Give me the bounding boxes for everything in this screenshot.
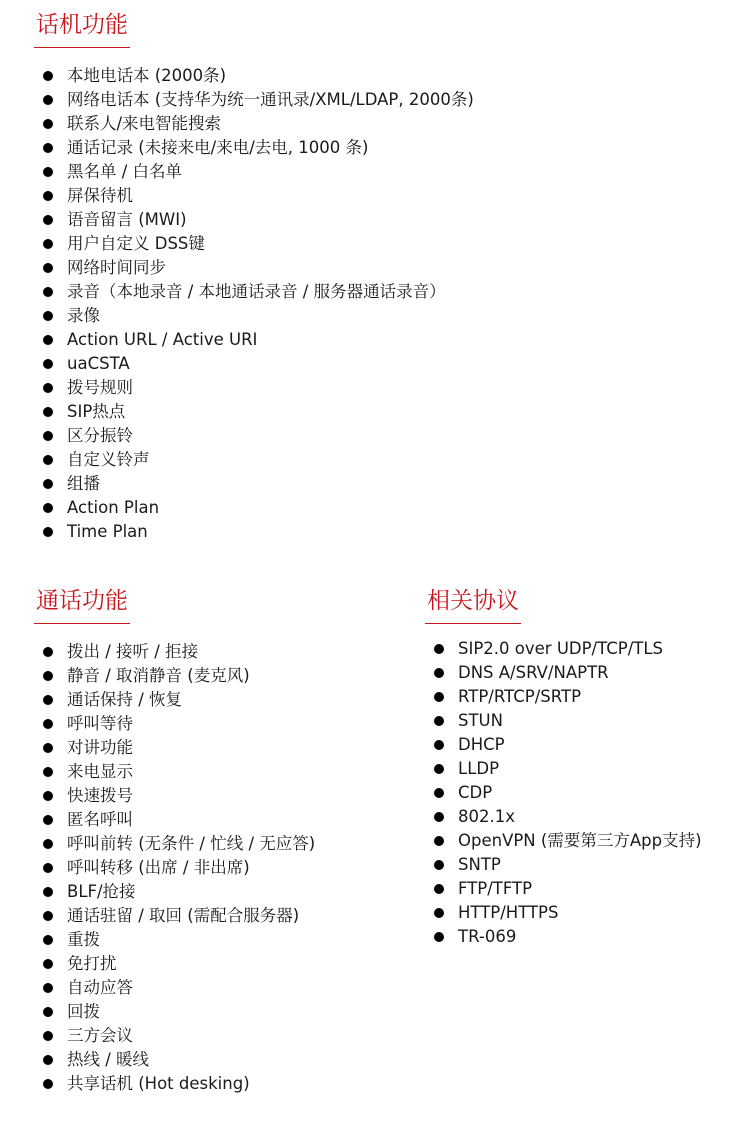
phone-features-section xyxy=(34,8,734,544)
list-item-label: 来电显示 xyxy=(67,762,133,781)
bullet-icon xyxy=(43,383,53,393)
bullet-icon xyxy=(43,647,53,657)
list-item-label: 联系人/来电智能搜索 xyxy=(67,114,222,133)
list-item xyxy=(34,760,414,784)
list-item-label: 黑名单 / 白名单 xyxy=(67,162,183,181)
bullet-icon xyxy=(43,311,53,321)
bullet-icon xyxy=(43,167,53,177)
list-item-label: 拨号规则 xyxy=(67,378,133,397)
list-item-label: 用户自定义 DSS键 xyxy=(67,234,205,253)
list-item-label: CDP xyxy=(458,783,493,802)
list-item-label: 重拨 xyxy=(67,930,100,949)
list-item-label: STUN xyxy=(458,711,503,730)
call-features-title: 通话功能 xyxy=(36,588,128,614)
bullet-icon xyxy=(434,884,444,894)
bullet-icon xyxy=(43,119,53,129)
list-item xyxy=(34,712,414,736)
list-item-label: 本地电话本 (2000条) xyxy=(67,66,227,85)
list-item xyxy=(34,184,734,208)
bullet-icon xyxy=(43,263,53,273)
list-item-label: 语音留言 (MWI) xyxy=(67,210,187,229)
list-item xyxy=(34,496,734,520)
list-item-label: 通话驻留 / 取回 (需配合服务器) xyxy=(67,906,300,925)
list-item-label: 网络电话本 (支持华为统一通讯录/XML/LDAP, 2000条) xyxy=(67,90,474,109)
bullet-icon xyxy=(43,1055,53,1065)
list-item-label: 区分振铃 xyxy=(67,426,133,445)
bullet-icon xyxy=(434,908,444,918)
bullet-icon xyxy=(43,1007,53,1017)
list-item xyxy=(34,424,734,448)
bullet-icon xyxy=(43,407,53,417)
list-item-label: SIP热点 xyxy=(67,402,126,421)
bullet-icon xyxy=(434,644,444,654)
bullet-icon xyxy=(43,1079,53,1089)
bullet-icon xyxy=(43,767,53,777)
bullet-icon xyxy=(43,911,53,921)
list-item-label: TR-069 xyxy=(458,927,517,946)
list-item-label: SIP2.0 over UDP/TCP/TLS xyxy=(458,639,663,658)
list-item-label: OpenVPN (需要第三方App支持) xyxy=(458,831,702,850)
bullet-icon xyxy=(43,1031,53,1041)
protocols-list xyxy=(425,637,745,949)
list-item xyxy=(34,928,414,952)
list-item xyxy=(34,976,414,1000)
list-item-label: Action Plan xyxy=(67,498,160,517)
list-item xyxy=(425,901,745,925)
bullet-icon xyxy=(434,740,444,750)
call-features-title-underline xyxy=(34,623,130,624)
list-item xyxy=(34,904,414,928)
list-item xyxy=(425,685,745,709)
list-item xyxy=(34,256,734,280)
list-item xyxy=(34,664,414,688)
list-item xyxy=(34,880,414,904)
list-item xyxy=(34,472,734,496)
list-item xyxy=(34,376,734,400)
bullet-icon xyxy=(43,671,53,681)
list-item-label: 802.1x xyxy=(458,807,516,826)
list-item-label: 回拨 xyxy=(67,1002,100,1021)
list-item xyxy=(34,232,734,256)
list-item xyxy=(425,733,745,757)
list-item xyxy=(425,829,745,853)
bullet-icon xyxy=(434,836,444,846)
phone-features-list xyxy=(34,64,734,544)
bullet-icon xyxy=(43,287,53,297)
protocols-title-underline xyxy=(425,623,521,624)
list-item xyxy=(425,781,745,805)
call-features-section xyxy=(34,584,414,1096)
list-item-label: 共享话机 (Hot desking) xyxy=(67,1074,250,1093)
list-item xyxy=(34,808,414,832)
bullet-icon xyxy=(434,764,444,774)
list-item xyxy=(34,832,414,856)
list-item xyxy=(34,952,414,976)
bullet-icon xyxy=(434,932,444,942)
list-item xyxy=(34,1024,414,1048)
list-item xyxy=(425,805,745,829)
bullet-icon xyxy=(43,719,53,729)
list-item xyxy=(34,64,734,88)
list-item xyxy=(34,160,734,184)
bullet-icon xyxy=(43,455,53,465)
list-item-label: LLDP xyxy=(458,759,500,778)
list-item xyxy=(34,640,414,664)
list-item xyxy=(425,637,745,661)
bullet-icon xyxy=(434,860,444,870)
bullet-icon xyxy=(43,839,53,849)
bullet-icon xyxy=(43,359,53,369)
bullet-icon xyxy=(43,503,53,513)
list-item-label: 拨出 / 接听 / 拒接 xyxy=(67,642,199,661)
bullet-icon xyxy=(43,863,53,873)
list-item-label: 静音 / 取消静音 (麦克风) xyxy=(67,666,250,685)
list-item-label: 组播 xyxy=(67,474,100,493)
list-item-label: 通话保持 / 恢复 xyxy=(67,690,183,709)
list-item xyxy=(34,688,414,712)
list-item xyxy=(34,304,734,328)
bullet-icon xyxy=(43,695,53,705)
phone-features-title-underline xyxy=(34,47,130,48)
list-item xyxy=(34,400,734,424)
bullet-icon xyxy=(43,887,53,897)
list-item-label: 呼叫前转 (无条件 / 忙线 / 无应答) xyxy=(67,834,316,853)
bullet-icon xyxy=(43,479,53,489)
bullet-icon xyxy=(43,743,53,753)
list-item xyxy=(34,328,734,352)
list-item-label: 呼叫等待 xyxy=(67,714,133,733)
bullet-icon xyxy=(43,71,53,81)
call-features-list xyxy=(34,640,414,1096)
list-item-label: HTTP/HTTPS xyxy=(458,903,559,922)
list-item xyxy=(425,853,745,877)
list-item-label: 快速拨号 xyxy=(67,786,133,805)
protocols-title: 相关协议 xyxy=(427,588,519,614)
list-item-label: Time Plan xyxy=(67,522,148,541)
list-item xyxy=(34,352,734,376)
bullet-icon xyxy=(43,935,53,945)
list-item xyxy=(34,520,734,544)
bullet-icon xyxy=(43,335,53,345)
bullet-icon xyxy=(43,95,53,105)
list-item-label: FTP/TFTP xyxy=(458,879,533,898)
list-item xyxy=(34,1000,414,1024)
list-item xyxy=(34,88,734,112)
list-item-label: 屏保待机 xyxy=(67,186,133,205)
bullet-icon xyxy=(43,239,53,249)
list-item-label: 网络时间同步 xyxy=(67,258,166,277)
list-item-label: BLF/抢接 xyxy=(67,882,136,901)
bullet-icon xyxy=(43,191,53,201)
list-item xyxy=(34,136,734,160)
bullet-icon xyxy=(434,692,444,702)
bullet-icon xyxy=(43,815,53,825)
list-item xyxy=(425,757,745,781)
list-item xyxy=(34,208,734,232)
bullet-icon xyxy=(434,788,444,798)
list-item-label: SNTP xyxy=(458,855,501,874)
list-item xyxy=(34,280,734,304)
protocols-section xyxy=(425,584,745,949)
list-item xyxy=(425,877,745,901)
list-item-label: 热线 / 暖线 xyxy=(67,1050,150,1069)
list-item-label: Action URL / Active URI xyxy=(67,330,258,349)
list-item xyxy=(34,1072,414,1096)
bullet-icon xyxy=(43,215,53,225)
list-item-label: 自动应答 xyxy=(67,978,133,997)
list-item-label: 对讲功能 xyxy=(67,738,133,757)
bullet-icon xyxy=(43,983,53,993)
list-item-label: 免打扰 xyxy=(67,954,117,973)
list-item xyxy=(34,784,414,808)
list-item-label: DNS A/SRV/NAPTR xyxy=(458,663,609,682)
list-item-label: 三方会议 xyxy=(67,1026,133,1045)
list-item-label: 匿名呼叫 xyxy=(67,810,133,829)
list-item-label: 录像 xyxy=(67,306,100,325)
list-item-label: 自定义铃声 xyxy=(67,450,150,469)
list-item xyxy=(34,856,414,880)
list-item xyxy=(34,1048,414,1072)
bullet-icon xyxy=(43,527,53,537)
list-item-label: DHCP xyxy=(458,735,505,754)
list-item-label: 通话记录 (未接来电/来电/去电, 1000 条) xyxy=(67,138,369,157)
bullet-icon xyxy=(43,143,53,153)
bullet-icon xyxy=(43,791,53,801)
list-item-label: 呼叫转移 (出席 / 非出席) xyxy=(67,858,250,877)
bullet-icon xyxy=(434,812,444,822)
list-item xyxy=(34,736,414,760)
list-item xyxy=(425,709,745,733)
bullet-icon xyxy=(434,716,444,726)
list-item xyxy=(425,925,745,949)
phone-features-title: 话机功能 xyxy=(36,12,128,38)
bullet-icon xyxy=(434,668,444,678)
list-item xyxy=(34,112,734,136)
list-item xyxy=(34,448,734,472)
bullet-icon xyxy=(43,431,53,441)
bullet-icon xyxy=(43,959,53,969)
list-item-label: RTP/RTCP/SRTP xyxy=(458,687,582,706)
list-item xyxy=(425,661,745,685)
list-item-label: 录音（本地录音 / 本地通话录音 / 服务器通话录音） xyxy=(67,282,446,301)
list-item-label: uaCSTA xyxy=(67,354,130,373)
